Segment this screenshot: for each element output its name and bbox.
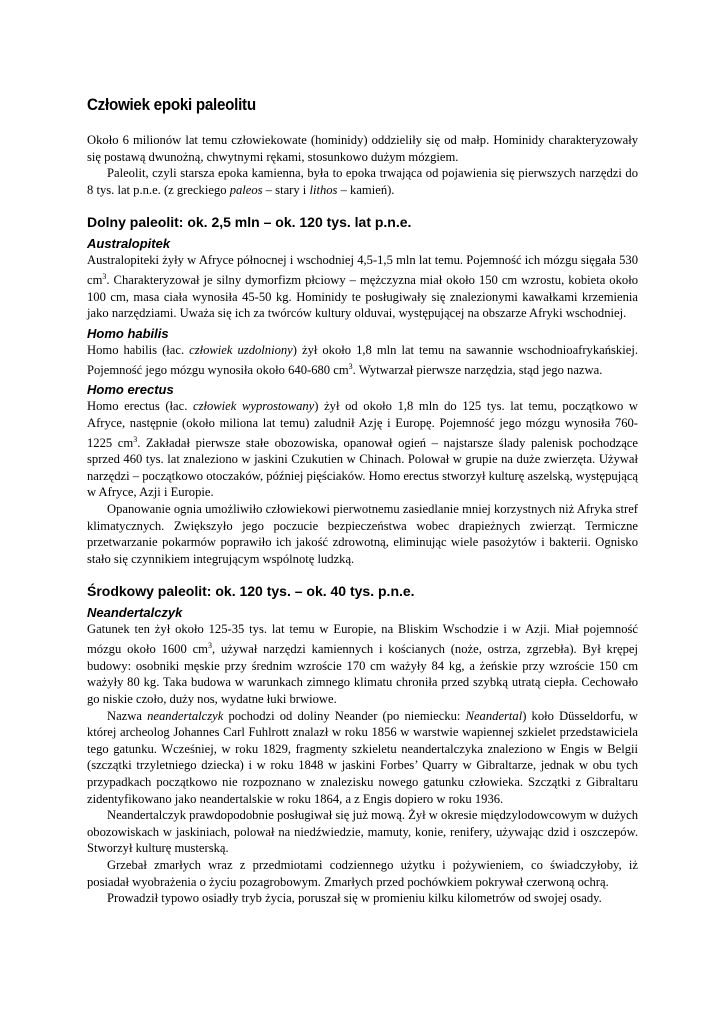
text-run: Australopiteki żyły w Afryce północnej i wschodniej 4,5-1,5 mln lat temu. Pojemność ich mózgu sięgała 530 cm (87, 253, 638, 288)
italic-term: neandertalczyk (147, 708, 224, 723)
text-run: Około 6 milionów lat temu człowiekowate (hominidy) oddzieliły się od małp. Hominidy charakteryzowały się postawą dwunożną, chwytnymi rękami, stosunkowo dużym mózgiem. (87, 133, 638, 164)
superscript: 3 (102, 271, 107, 281)
text-run: Homo erectus (łac. (87, 399, 193, 414)
superscript: 3 (348, 361, 353, 371)
text-run: . Zakładał pierwsze stałe obozowiska, opanował ogień – najstarsze ślady palenisk pochodzące sprzed 460 tys. lat znaleziono w jaskini Czukutien w Chinach. Polował w grupie na duże zwierzęta. Używał narzędzi – początkowo otoczaków, później pięściaków. Homo erectus stworzył kulturę aszelską, występującą w Afryce, Azji i Europie. (87, 435, 638, 500)
text-run: Gatunek ten żył około 125-35 tys. lat temu w Europie, na Bliskim Wschodzie i w Azji. Miał pojemność mózgu około 1600 cm (87, 622, 638, 657)
italic-term: lithos (309, 182, 338, 197)
text-run: . Wytwarzał pierwsze narzędzia, stąd jego nazwa. (352, 362, 603, 377)
text-run: . Charakteryzował je silny dymorfizm płciowy – mężczyzna miał około 150 cm wzrostu, kobieta około 100 cm, masa ciała wynosiła 45-50 kg. Hominidy te posługiwały się znalezionymi kawałkami krzemienia jako narzędziami. Uważa się ich za twórców kultury olduvai, występującej na obszarze Afryki wschodniej. (87, 273, 638, 321)
neandertalczyk-paragraph (87, 621, 638, 707)
text-run: – stary i (262, 182, 310, 197)
text-run: Paleolit, czyli starsza epoka kamienna, była to epoka trwająca od pojawienia się pierwszych narzędzi do 8 tys. lat p.n.e. (z greckiego (87, 166, 638, 197)
italic-term: paleos (229, 182, 263, 197)
text-run: Prowadził typowo osiadły tryb życia, poruszał się w promieniu kilku kilometrów od swojej osady. (107, 891, 602, 906)
homo-erectus-paragraph (87, 501, 638, 567)
homo-erectus-paragraph (87, 398, 638, 501)
text-run: , używał narzędzi kamiennych i kościanych (noże, ostrza, zgrzebła). Był krępej budowy: osobniki męskie przy średnim wzroście 170 cm ważyły 84 kg, a żeńskie przy wzroście 150 cm ważyły 80 kg. Taka budowa w warunkach zimnego klimatu chroniła przed szybką utratą ciepła. Cechowało go niskie czoło, duży nos, wydatne łuki brwiowe. (87, 642, 638, 706)
text-run: Nazwa (107, 708, 148, 723)
superscript: 3 (207, 641, 212, 651)
text-run: pochodzi od doliny Neander (po niemiecku: (223, 708, 466, 723)
document-page (87, 96, 638, 907)
intro-section (87, 132, 638, 198)
text-run: Grzebał zmarłych wraz z przedmiotami codziennego użytku i pożywieniem, co świadczyłoby, iż posiadał wyobrażenia o życiu pozagrobowym. Zmarłych przed pochówkiem pokrywał czerwoną ochrą. (87, 857, 638, 889)
intro-paragraph (87, 132, 638, 165)
text-run: Homo habilis (łac. (87, 342, 190, 357)
superscript: 3 (133, 434, 138, 444)
page-title: Człowiek epoki paleolitu (87, 96, 256, 114)
text-run: ) koło Düsseldorfu, w której archeolog Johannes Carl Fuhlrott znalazł w roku 1856 w warstwie wapiennej szkielet przedstawiciela tego gatunku. Wcześniej, w roku 1829, fragmenty szkieletu neandertalczyka znaleziono w Engis w Belgii (szczątki trzyletniego dziecka) i w roku 1848 w jaskini Forbes’ Quarry w Gibraltarze, jednak w obu tych przypadkach początkowo nie rozpoznano w znalezisku nowego gatunku człowieka. Szczątki z Gibraltaru zidentyfikowano jako neandertalskie w roku 1864, a z Engis dopiero w roku 1936. (87, 708, 639, 806)
text-run: ) żył od około 1,8 mln do 125 tys. lat temu, początkowo w Afryce, następnie (około miliona lat temu) zaludnił Azję i Europę. Pojemność jego mózgu wynosiła 760-1225 cm (87, 399, 638, 450)
section-heading-middle-paleolithic: Środkowy paleolit: ok. 120 tys. – ok. 40 tys. p.n.e. (87, 583, 415, 600)
text-run: Opanowanie ognia umożliwiło człowiekowi pierwotnemu zasiedlanie mniej korzystnych niż Afryka stref klimatycznych. Zwiększyło jego poczucie bezpieczeństwa wobec drapieżnych zwierząt. Termiczne przetwarzanie pokarmów poprawiło ich jakość zdrowotną, eliminując wiele pasożytów i bakterii. Ognisko stało się czynnikiem integrującym wspólnotę ludzką. (87, 502, 638, 566)
text-run: ) żył około 1,8 mln lat temu na sawannie wschodnioafrykańskiej. Pojemność jego mózgu wynosiła około 640-680 cm (87, 342, 638, 377)
subheading-homo-habilis: Homo habilis (87, 325, 169, 341)
text-run: – kamień). (337, 182, 395, 197)
italic-term: człowiek wyprostowany (193, 399, 315, 414)
australopitek-paragraph (87, 252, 638, 322)
text-run: Neandertalczyk prawdopodobnie posługiwał się już mową. Żył w okresie międzylodowcowym w dużych obozowiskach w jaskiniach, polował na niedźwiedzie, mamuty, konie, renifery, używając dzid i oszczepów. Stworzył kulturę musterską. (87, 808, 638, 856)
subheading-neandertalczyk: Neandertalczyk (87, 605, 183, 621)
neandertalczyk-paragraph (87, 807, 638, 857)
italic-term: człowiek uzdolniony (189, 342, 293, 357)
neandertalczyk-paragraph (87, 890, 638, 907)
section-heading-lower-paleolithic: Dolny paleolit: ok. 2,5 mln – ok. 120 tys. lat p.n.e. (87, 214, 412, 231)
neandertalczyk-paragraph (87, 857, 638, 890)
homo-habilis-paragraph (87, 342, 638, 378)
intro-paragraph (87, 165, 638, 198)
neandertalczyk-paragraph (87, 708, 638, 808)
subheading-australopitek: Australopitek (87, 236, 171, 252)
italic-term: Neandertal (465, 708, 523, 723)
subheading-homo-erectus: Homo erectus (87, 382, 174, 398)
